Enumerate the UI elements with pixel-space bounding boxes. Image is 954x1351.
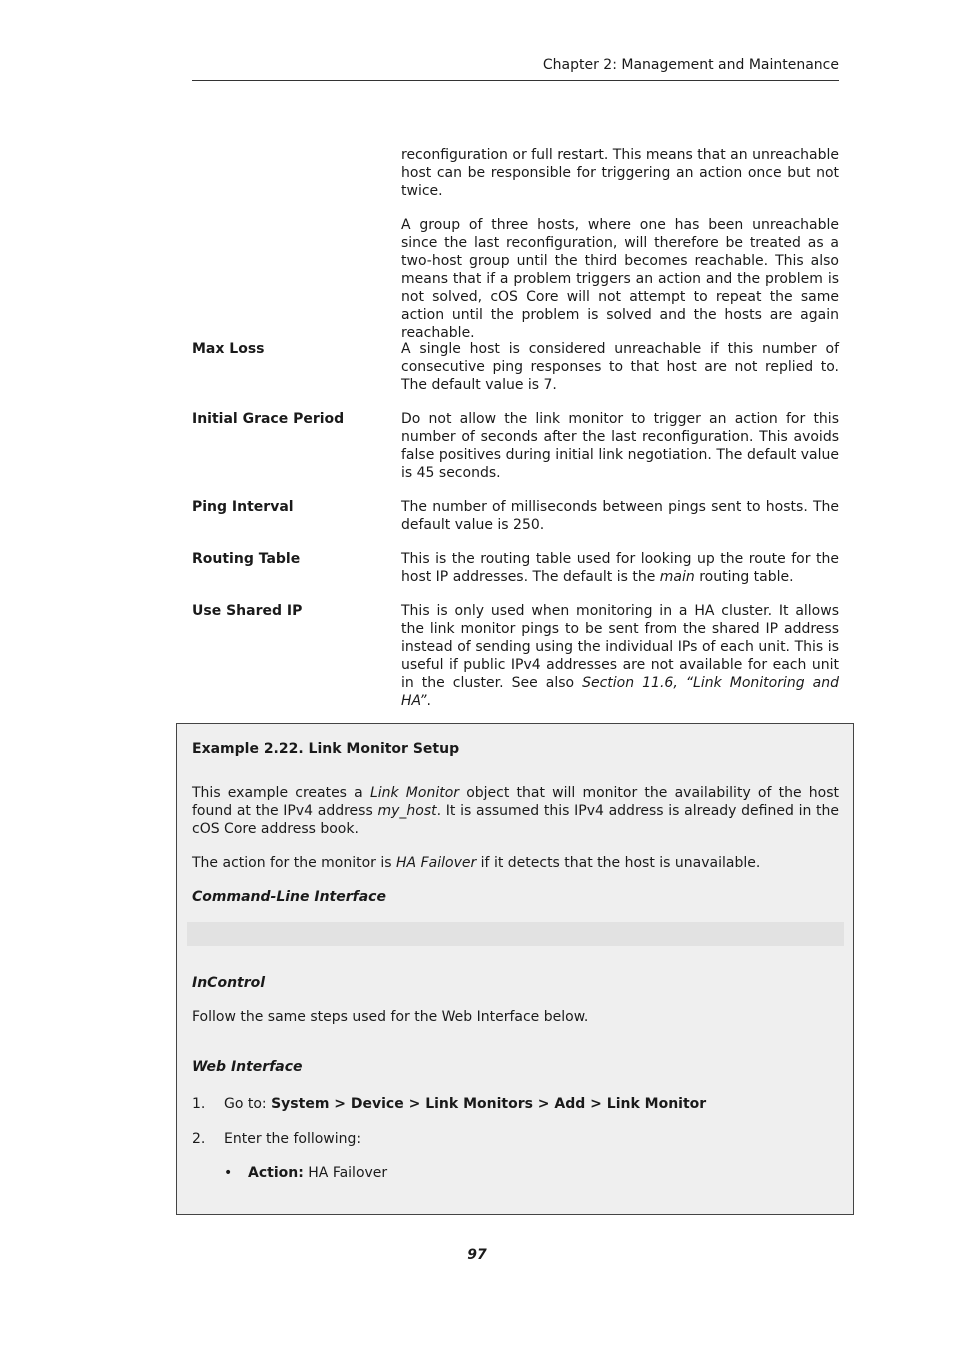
example-title: Example 2.22. Link Monitor Setup xyxy=(192,741,460,757)
section-link[interactable]: Section 11.6, “Link Monitoring and HA” xyxy=(401,675,839,709)
web-interface-heading: Web Interface xyxy=(192,1059,303,1075)
term-max-loss: Max Loss xyxy=(192,341,265,357)
chapter-title: Chapter 2: Management and Maintenance xyxy=(542,57,839,73)
desc-use-shared-ip: This is only used when monitoring in a HA cluster. It allows the link monitor pings to be sent from the shared IP address instead of sending using the individual IPs of each unit. This is useful if public IPv4 addresses are not available for each unit in the cluster. See also Section 11.6, “Link Monitoring and HA”. xyxy=(401,603,839,709)
incontrol-heading: InControl xyxy=(192,975,266,991)
routing-table-name: main xyxy=(659,569,695,585)
incontrol-text: Follow the same steps used for the Web Interface below. xyxy=(192,1009,589,1025)
desc-initial-grace-period: Do not allow the link monitor to trigger an action for this number of seconds after the last reconfiguration. This avoids false positives during initial link negotiation. The default value is 45 seconds. xyxy=(401,411,839,481)
continuation-paragraph-1: reconfiguration or full restart. This means that an unreachable host can be responsible for triggering an action once but not twice. xyxy=(401,147,839,199)
example-action-text: The action for the monitor is HA Failover if it detects that the host is unavailable. xyxy=(192,855,761,871)
cli-code-block xyxy=(187,922,844,946)
navigation-path: System > Device > Link Monitors > Add > Link Monitor xyxy=(271,1096,707,1112)
page-number: 97 xyxy=(467,1247,487,1263)
term-ping-interval: Ping Interval xyxy=(192,499,294,515)
bullet-icon: • xyxy=(224,1165,233,1181)
desc-routing-table: This is the routing table used for looking up the route for the host IP addresses. The default is the main routing table. xyxy=(401,551,839,585)
running-header xyxy=(192,55,839,81)
example-box: Example 2.22. Link Monitor Setup This example creates a Link Monitor object that will monitor the availability of the host found at the IPv4 address my_host. It is assumed this IPv4 address is already defined in the cOS Core address book. The action for the monitor is HA Failover if it detects that the host is unavailable. Command-Line Interface InControl Follow the same steps used for the Web Interface below. Web Interface 1. Go to: System > Device > Link Monitors > Add > Link Monitor 2. Enter the following: • Action: HA Failover xyxy=(176,723,854,1215)
desc-ping-interval: The number of milliseconds between pings sent to hosts. The default value is 250. xyxy=(401,499,839,533)
example-intro: This example creates a Link Monitor object that will monitor the availability of the host found at the IPv4 address my_host. It is assumed this IPv4 address is already defined in the cOS Core address book. xyxy=(192,785,840,837)
term-initial-grace-period: Initial Grace Period xyxy=(192,411,345,427)
term-routing-table: Routing Table xyxy=(192,551,301,567)
cli-heading: Command-Line Interface xyxy=(192,889,386,905)
continuation-paragraph-2: A group of three hosts, where one has been unreachable since the last reconfiguration, will therefore be treated as a two-host group until the third becomes reachable. This also means that if a problem triggers an action and the problem is not solved, cOS Core will not attempt to repeat the same action until the problem is solved and the hosts are again reachable. xyxy=(401,217,839,341)
term-use-shared-ip: Use Shared IP xyxy=(192,603,303,619)
desc-max-loss: A single host is considered unreachable if this number of consecutive ping responses to that host are not replied to. The default value is 7. xyxy=(401,341,839,393)
